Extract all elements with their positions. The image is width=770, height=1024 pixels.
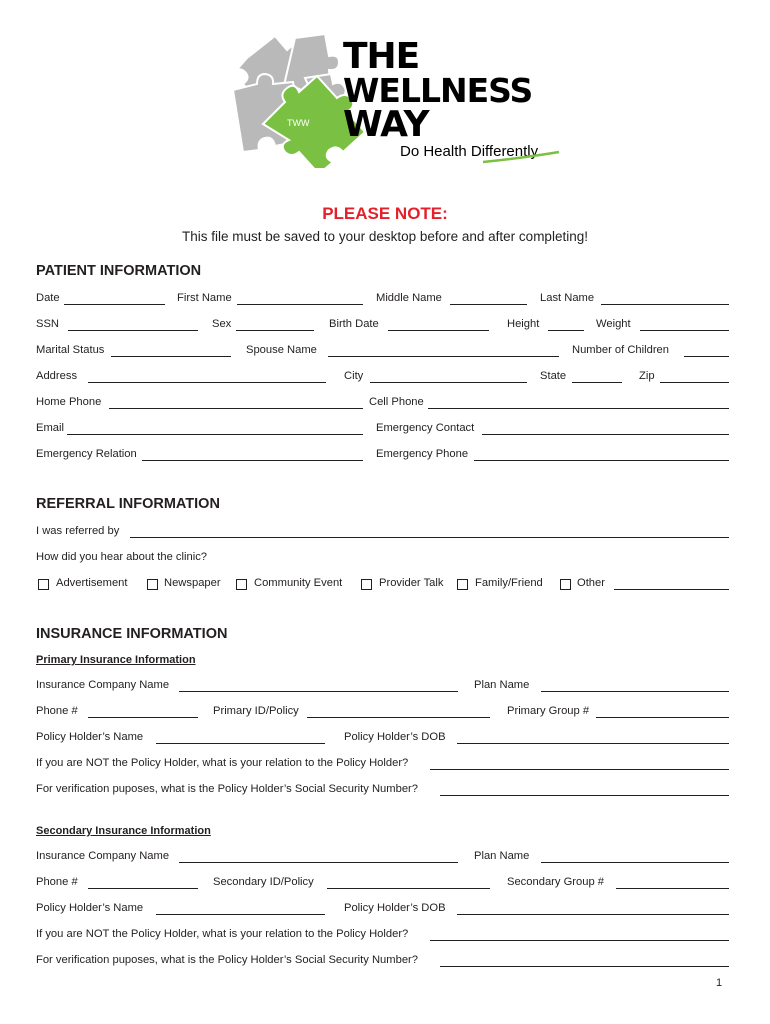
date-label: Date (36, 292, 60, 304)
emergency-contact-label: Emergency Contact (376, 422, 475, 434)
emergency-relation-label: Emergency Relation (36, 448, 137, 460)
primary-row-4 (36, 757, 729, 773)
secondary-phone-field[interactable] (88, 876, 198, 889)
middle-name-field[interactable] (450, 292, 527, 305)
patient-heading: PATIENT INFORMATION (36, 263, 202, 279)
referral-row-1 (36, 525, 729, 541)
secondary-holder-name-label: Policy Holder’s Name (36, 902, 144, 914)
advertisement-checkbox[interactable] (38, 579, 49, 590)
secondary-company-label: Insurance Company Name (36, 850, 170, 862)
city-field[interactable] (370, 370, 527, 383)
primary-holder-dob-label: Policy Holder’s DOB (344, 731, 446, 743)
home-phone-label: Home Phone (36, 396, 102, 408)
secondary-holder-dob-label: Policy Holder’s DOB (344, 902, 446, 914)
spouse-name-field[interactable] (328, 344, 559, 357)
email-label: Email (36, 422, 64, 434)
other-label: Other (577, 577, 605, 589)
primary-id-field[interactable] (307, 705, 490, 718)
secondary-relation-field[interactable] (430, 928, 729, 941)
children-label: Number of Children (572, 344, 670, 356)
page-number: 1 (716, 977, 723, 989)
address-label: Address (36, 370, 78, 382)
sex-field[interactable] (236, 318, 314, 331)
height-field[interactable] (548, 318, 584, 331)
cell-phone-field[interactable] (428, 396, 729, 409)
referral-row-2 (36, 551, 729, 567)
primary-insurance-heading: Primary Insurance Information (36, 654, 196, 666)
zip-field[interactable] (660, 370, 729, 383)
cell-phone-label: Cell Phone (369, 396, 424, 408)
other-field[interactable] (614, 577, 729, 590)
primary-id-label: Primary ID/Policy (213, 705, 299, 717)
address-field[interactable] (88, 370, 326, 383)
provider-talk-label: Provider Talk (379, 577, 444, 589)
insurance-heading: INSURANCE INFORMATION (36, 626, 228, 642)
primary-company-field[interactable] (179, 679, 458, 692)
logo-badge-text: TWW (287, 118, 310, 128)
secondary-row-4 (36, 928, 729, 944)
secondary-id-label: Secondary ID/Policy (213, 876, 314, 888)
marital-status-field[interactable] (111, 344, 231, 357)
patient-row-2 (36, 318, 729, 334)
logo-tagline: Do Health Differently. (400, 143, 542, 160)
other-checkbox[interactable] (560, 579, 571, 590)
advertisement-label: Advertisement (56, 577, 128, 589)
logo-line-2: WELLNESS (343, 71, 533, 110)
primary-phone-label: Phone # (36, 705, 78, 717)
wellness-way-logo (225, 28, 565, 168)
referred-by-field[interactable] (130, 525, 729, 538)
primary-row-2 (36, 705, 729, 721)
secondary-plan-label: Plan Name (474, 850, 530, 862)
emergency-phone-field[interactable] (474, 448, 729, 461)
referral-question: How did you hear about the clinic? (36, 551, 208, 563)
logo-line-3: WAY (343, 104, 429, 145)
patient-row-7 (36, 448, 729, 464)
state-field[interactable] (572, 370, 622, 383)
emergency-contact-field[interactable] (482, 422, 729, 435)
provider-talk-checkbox[interactable] (361, 579, 372, 590)
family-friend-label: Family/Friend (475, 577, 543, 589)
primary-group-label: Primary Group # (507, 705, 590, 717)
weight-field[interactable] (640, 318, 729, 331)
primary-plan-label: Plan Name (474, 679, 530, 691)
weight-label: Weight (596, 318, 631, 330)
last-name-label: Last Name (540, 292, 595, 304)
date-field[interactable] (64, 292, 165, 305)
primary-ssn-field[interactable] (440, 783, 729, 796)
secondary-group-field[interactable] (616, 876, 729, 889)
primary-holder-name-label: Policy Holder’s Name (36, 731, 144, 743)
secondary-row-2 (36, 876, 729, 892)
ssn-field[interactable] (68, 318, 198, 331)
sex-label: Sex (212, 318, 232, 330)
secondary-company-field[interactable] (179, 850, 458, 863)
city-label: City (344, 370, 364, 382)
first-name-field[interactable] (237, 292, 363, 305)
puzzle-pieces-icon (225, 28, 565, 168)
last-name-field[interactable] (601, 292, 729, 305)
secondary-ssn-field[interactable] (440, 954, 729, 967)
secondary-insurance-heading: Secondary Insurance Information (36, 825, 211, 837)
primary-group-field[interactable] (596, 705, 729, 718)
secondary-row-5 (36, 954, 729, 970)
newspaper-label: Newspaper (164, 577, 221, 589)
primary-holder-dob-field[interactable] (457, 731, 729, 744)
notice-title: PLEASE NOTE: (322, 204, 448, 223)
patient-row-3 (36, 344, 729, 360)
referred-by-label: I was referred by (36, 525, 120, 537)
marital-status-label: Marital Status (36, 344, 105, 356)
primary-row-1 (36, 679, 729, 695)
secondary-plan-field[interactable] (541, 850, 729, 863)
referral-options (36, 577, 729, 593)
newspaper-checkbox[interactable] (147, 579, 158, 590)
spouse-name-label: Spouse Name (246, 344, 317, 356)
primary-row-3 (36, 731, 729, 747)
secondary-holder-name-field[interactable] (156, 902, 325, 915)
referral-heading: REFERRAL INFORMATION (36, 496, 220, 512)
primary-ssn-label: For verification puposes, what is the Policy Holder’s Social Security Number? (36, 783, 418, 795)
notice-subtitle: This file must be saved to your desktop before and after completing! (182, 229, 588, 244)
emergency-phone-label: Emergency Phone (376, 448, 469, 460)
patient-row-6 (36, 422, 729, 438)
children-field[interactable] (684, 344, 729, 357)
community-event-label: Community Event (254, 577, 343, 589)
secondary-row-1 (36, 850, 729, 866)
primary-relation-label: If you are NOT the Policy Holder, what is your relation to the Policy Holder? (36, 757, 409, 769)
birth-date-label: Birth Date (329, 318, 379, 330)
ssn-label: SSN (36, 318, 60, 330)
secondary-holder-dob-field[interactable] (457, 902, 729, 915)
primary-plan-field[interactable] (541, 679, 729, 692)
email-field[interactable] (67, 422, 363, 435)
secondary-phone-label: Phone # (36, 876, 78, 888)
emergency-relation-field[interactable] (142, 448, 363, 461)
zip-label: Zip (639, 370, 655, 382)
primary-phone-field[interactable] (88, 705, 198, 718)
patient-row-4 (36, 370, 729, 386)
secondary-relation-label: If you are NOT the Policy Holder, what is your relation to the Policy Holder? (36, 928, 409, 940)
patient-row-5 (36, 396, 729, 412)
first-name-label: First Name (177, 292, 232, 304)
primary-holder-name-field[interactable] (156, 731, 325, 744)
secondary-ssn-label: For verification puposes, what is the Policy Holder’s Social Security Number? (36, 954, 418, 966)
secondary-row-3 (36, 902, 729, 918)
patient-row-1 (36, 292, 729, 308)
home-phone-field[interactable] (109, 396, 363, 409)
primary-company-label: Insurance Company Name (36, 679, 170, 691)
community-event-checkbox[interactable] (236, 579, 247, 590)
logo-line-1: THE (343, 36, 420, 77)
family-friend-checkbox[interactable] (457, 579, 468, 590)
state-label: State (540, 370, 567, 382)
secondary-id-field[interactable] (327, 876, 490, 889)
birth-date-field[interactable] (388, 318, 489, 331)
middle-name-label: Middle Name (376, 292, 442, 304)
primary-row-5 (36, 783, 729, 799)
height-label: Height (507, 318, 540, 330)
primary-relation-field[interactable] (430, 757, 729, 770)
secondary-group-label: Secondary Group # (507, 876, 605, 888)
